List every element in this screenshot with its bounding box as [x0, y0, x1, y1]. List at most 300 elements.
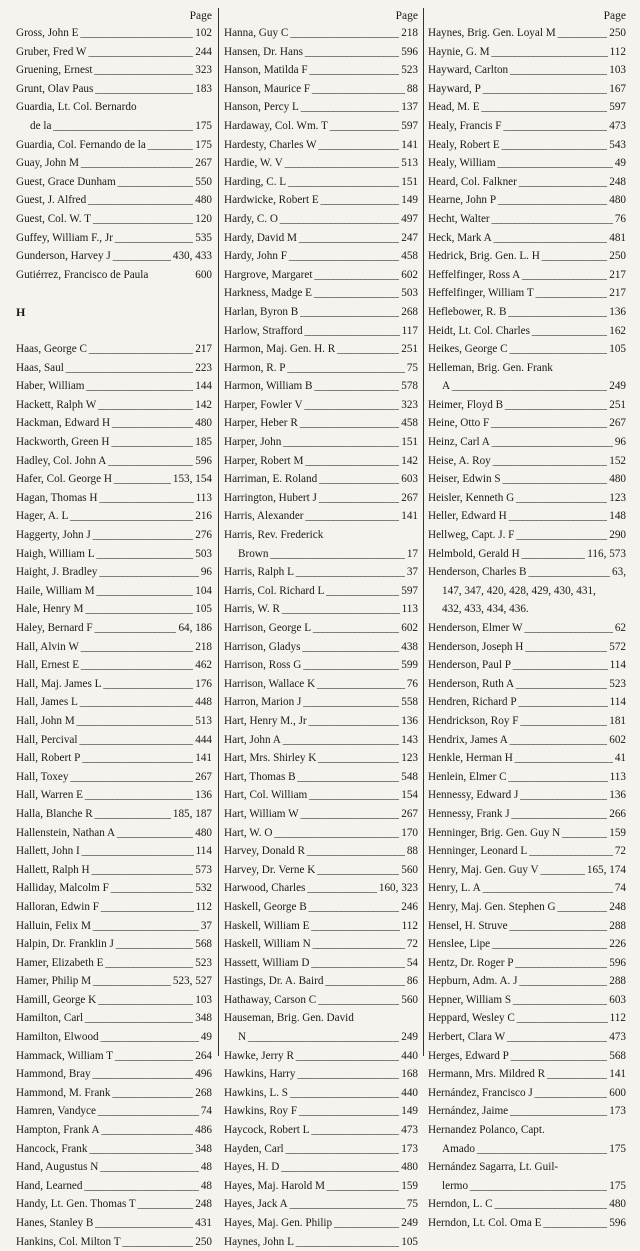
entry-page-number: 105	[401, 1235, 418, 1248]
entry-name: Haley, Bernard F _____	[16, 619, 176, 638]
entry-name: Hackett, Ralph W _____	[16, 396, 193, 415]
entry-page-number: 103	[609, 64, 626, 77]
index-entry	[224, 284, 418, 303]
entry-page-number: 288	[609, 975, 626, 988]
entry-page-number: 532	[195, 882, 212, 895]
entry-page-number: 480	[195, 417, 212, 430]
index-entry	[428, 266, 626, 285]
entry-page-number: 149	[401, 1105, 418, 1118]
entry-page-number: 112	[195, 900, 212, 913]
entry-name: Hallett, Ralph H _____	[16, 861, 193, 880]
index-entry	[16, 229, 212, 248]
entry-page-number: 248	[609, 175, 626, 188]
entry-page-number: 105	[609, 343, 626, 356]
index-entry	[224, 1140, 418, 1159]
entry-name: Hammack, William T _____	[16, 1047, 193, 1066]
entry-page-number: 458	[401, 250, 418, 263]
index-entry	[224, 154, 418, 173]
index-entry	[16, 452, 212, 471]
entry-name: Hennessy, Frank J _____	[428, 805, 607, 824]
index-entry	[16, 1140, 212, 1159]
index-entry	[16, 1065, 212, 1084]
entry-page-number: 496	[195, 1068, 212, 1081]
entry-page-number: 523	[401, 64, 418, 77]
index-entry	[224, 266, 418, 285]
entry-name: Hassett, William D _____	[224, 954, 405, 973]
entry-page-number: 535	[195, 231, 212, 244]
entry-name: Hernandez Polanco, Capt.	[428, 1124, 545, 1137]
entry-page-number: 288	[609, 919, 626, 932]
entry-page-number: 348	[195, 1142, 212, 1155]
index-entry	[16, 340, 212, 359]
index-entry	[16, 656, 212, 675]
entry-name: Henkle, Herman H _____	[428, 749, 613, 768]
entry-name: Grunt, Olav Paus _____	[16, 80, 193, 99]
index-entry	[428, 414, 626, 433]
index-entry	[224, 489, 418, 508]
entry-name: Hawke, Jerry R _____	[224, 1047, 399, 1066]
entry-page-number: 481	[609, 231, 626, 244]
entry-name: Heard, Col. Falkner _____	[428, 173, 607, 192]
entry-name: Harlan, Byron B _____	[224, 303, 399, 322]
index-entry	[428, 452, 626, 471]
index-entry	[16, 1177, 212, 1196]
entry-name: Haycock, Robert L _____	[224, 1121, 399, 1140]
index-entry	[428, 1158, 626, 1177]
entry-name: Haas, George C _____	[16, 340, 193, 359]
entry-page-number: 597	[401, 584, 418, 597]
index-entry	[428, 582, 626, 601]
entry-name: Hallett, John I _____	[16, 842, 194, 861]
entry-page-number: 136	[195, 789, 212, 802]
index-column-3	[428, 8, 626, 1233]
entry-name: Hall, Alvin W _____	[16, 638, 193, 657]
entry-page-number: 573	[195, 863, 212, 876]
index-entry	[224, 712, 418, 731]
entry-name: Healy, Francis F _____	[428, 117, 607, 136]
entry-page-number: 248	[195, 1198, 212, 1211]
entry-page-number: 117	[401, 324, 418, 337]
index-entry	[428, 656, 626, 675]
entry-page-number: 513	[195, 714, 212, 727]
entry-name: Harrison, George L _____	[224, 619, 399, 638]
entry-page-number: 558	[401, 696, 418, 709]
entry-name: Healy, Robert E _____	[428, 136, 607, 155]
entry-page-number: 248	[609, 900, 626, 913]
entry-name: Harrington, Hubert J _____	[224, 489, 399, 508]
index-entry	[224, 749, 418, 768]
index-entry	[224, 173, 418, 192]
entry-page-number: 116, 573	[587, 547, 626, 560]
entry-page-number: 596	[401, 45, 418, 58]
index-entry	[428, 954, 626, 973]
index-entry	[428, 935, 626, 954]
index-entry	[224, 786, 418, 805]
index-entry	[224, 1121, 418, 1140]
entry-name: Guest, J. Alfred _____	[16, 191, 193, 210]
entry-page-number: 267	[195, 157, 212, 170]
entry-name: Heflebower, R. B _____	[428, 303, 607, 322]
index-entry	[224, 396, 418, 415]
index-entry	[224, 1102, 418, 1121]
index-entry	[224, 1065, 418, 1084]
index-entry	[428, 1009, 626, 1028]
entry-name: Guardia, Lt. Col. Bernardo	[16, 101, 137, 114]
entry-page-number: 603	[609, 993, 626, 1006]
index-entry	[16, 43, 212, 62]
index-entry	[16, 1121, 212, 1140]
entry-page-number: 175	[195, 119, 212, 132]
entry-name: Harvey, Dr. Verne K _____	[224, 861, 399, 880]
entry-page-number: 480	[401, 1161, 418, 1174]
index-entry	[428, 898, 626, 917]
index-entry	[428, 377, 626, 396]
index-entry	[224, 545, 418, 564]
index-entry	[16, 731, 212, 750]
entry-name: Hayward, P _____	[428, 80, 607, 99]
entry-page-number: 72	[406, 938, 418, 951]
entry-page-number: 48	[200, 1161, 212, 1174]
entry-name: Hall, James L _____	[16, 693, 193, 712]
index-entry	[224, 1084, 418, 1103]
entry-page-number: 503	[195, 547, 212, 560]
entry-page-number: 264	[195, 1049, 212, 1062]
index-entry	[16, 489, 212, 508]
entry-name: Hamill, George K _____	[16, 991, 193, 1010]
index-entry	[224, 991, 418, 1010]
entry-page-number: 250	[195, 1235, 212, 1248]
entry-name: Guest, Col. W. T _____	[16, 210, 193, 229]
entry-page-number: 480	[609, 1198, 626, 1211]
entry-page-number: 112	[401, 919, 418, 932]
entry-name: Hanson, Matilda F _____	[224, 61, 399, 80]
entry-page-number: 175	[609, 1179, 626, 1192]
entry-name: Herges, Edward P _____	[428, 1047, 607, 1066]
index-entry	[16, 1233, 212, 1251]
entry-page-number: 244	[195, 45, 212, 58]
entry-page-number: 497	[401, 212, 418, 225]
index-entry	[16, 61, 212, 80]
entry-page-number: 144	[195, 380, 212, 393]
entry-page-number: 170	[401, 826, 418, 839]
entry-page-number: 431	[195, 1217, 212, 1229]
entry-name: Henderson, Joseph H _____	[428, 638, 607, 657]
entry-name: Gross, John E _____	[16, 24, 193, 43]
entry-name: Haas, Saul _____	[16, 359, 193, 378]
index-entry	[428, 879, 626, 898]
entry-page-number: 323	[401, 398, 418, 411]
entry-name: Hand, Augustus N _____	[16, 1158, 199, 1177]
entry-name: Hermann, Mrs. Mildred R _____	[428, 1065, 607, 1084]
entry-name: Hayward, Carlton _____	[428, 61, 607, 80]
index-entry	[428, 805, 626, 824]
index-entry	[428, 861, 626, 880]
entry-page-number: 543	[609, 138, 626, 151]
entry-name: Herndon, L. C _____	[428, 1195, 607, 1214]
entry-page-number: 486	[195, 1124, 212, 1137]
entry-page-number: 102	[195, 27, 212, 39]
entry-page-number: 217	[609, 287, 626, 300]
entry-name: Brown _____	[238, 545, 405, 564]
entry-page-number: 216	[195, 510, 212, 523]
entry-name: Harkness, Madge E _____	[224, 284, 399, 303]
entry-name: Hayes, Maj. Harold M _____	[224, 1177, 399, 1196]
index-entry	[224, 563, 418, 582]
entry-name: Amado _____	[442, 1140, 607, 1159]
index-entry	[224, 229, 418, 248]
entry-page-number: 175	[609, 1142, 626, 1155]
entry-name: Hall, Maj. James L _____	[16, 675, 193, 694]
index-entry	[16, 1102, 212, 1121]
index-entry	[16, 396, 212, 415]
entry-page-number: 568	[195, 938, 212, 951]
entry-name: Hart, Henry M., Jr _____	[224, 712, 399, 731]
index-entry	[428, 303, 626, 322]
entry-name: Hale, Henry M _____	[16, 600, 193, 619]
entry-name: Henry, Maj. Gen. Guy V _____	[428, 861, 585, 880]
entry-name: Hall, Robert P _____	[16, 749, 193, 768]
index-entry	[224, 1195, 418, 1214]
entry-page-number: 49	[200, 1031, 212, 1044]
entry-name: Harrison, Wallace K _____	[224, 675, 405, 694]
entry-page-number: 578	[401, 380, 418, 393]
index-entry	[224, 675, 418, 694]
entry-name	[16, 322, 212, 341]
entry-page-number: 290	[609, 529, 626, 542]
index-entry	[428, 768, 626, 787]
column-divider	[423, 8, 424, 1056]
entry-name: Harrison, Gladys _____	[224, 638, 399, 657]
entry-name: Heimer, Floyd B _____	[428, 396, 607, 415]
entry-name: Hawkins, L. S _____	[224, 1084, 399, 1103]
index-entry	[428, 80, 626, 99]
entry-name: Henry, Maj. Gen. Stephen G _____	[428, 898, 607, 917]
entry-page-number: 136	[401, 714, 418, 727]
entry-name: Hendren, Richard P _____	[428, 693, 608, 712]
index-entry	[16, 24, 212, 43]
entry-page-number: 148	[609, 510, 626, 523]
index-entry	[428, 991, 626, 1010]
entry-page-number: 48	[200, 1179, 212, 1192]
entry-page-number: 267	[609, 417, 626, 430]
index-entry	[224, 210, 418, 229]
index-entry	[428, 359, 626, 378]
entry-page-number: 143	[401, 733, 418, 746]
entry-page-number: 448	[195, 696, 212, 709]
entry-page-number: 185	[195, 436, 212, 449]
entry-page-number: 267	[401, 807, 418, 820]
entry-name: Head, M. E _____	[428, 98, 607, 117]
entry-name: Harper, Heber R _____	[224, 414, 399, 433]
entry-page-number: 37	[200, 919, 212, 932]
entry-page-number: 440	[401, 1049, 418, 1062]
entry-page-number: 503	[401, 287, 418, 300]
index-entry	[16, 80, 212, 99]
entry-name: Hart, John A _____	[224, 731, 399, 750]
index-entry	[16, 191, 212, 210]
entry-name: Hackman, Edward H _____	[16, 414, 193, 433]
index-entry	[16, 247, 212, 266]
entry-name: Helleman, Brig. Gen. Frank	[428, 361, 553, 374]
entry-name: Hamer, Philip M _____	[16, 972, 171, 991]
entry-name: Gruening, Ernest _____	[16, 61, 193, 80]
index-entry	[224, 24, 418, 43]
index-entry	[224, 954, 418, 973]
entry-page-number: 348	[195, 1012, 212, 1025]
entry-page-number: 63,	[612, 566, 626, 579]
entry-page-number: 249	[609, 380, 626, 393]
entry-page-number: 480	[195, 826, 212, 839]
entry-name: Hargrove, Margaret _____	[224, 266, 399, 285]
entry-name: Hecht, Walter _____	[428, 210, 613, 229]
entry-name: Henderson, Elmer W _____	[428, 619, 613, 638]
entry-name: Haynes, John L _____	[224, 1233, 399, 1251]
entry-name: lermo _____	[442, 1177, 607, 1196]
entry-page-number: 141	[609, 1068, 626, 1081]
entry-page-number: 266	[609, 807, 626, 820]
index-entry	[428, 526, 626, 545]
entry-page-number: 548	[401, 770, 418, 783]
entry-name: Heine, Otto F _____	[428, 414, 607, 433]
entry-page-number: 141	[195, 752, 212, 765]
entry-name: Hedrick, Brig. Gen. L. H _____	[428, 247, 607, 266]
index-entry	[16, 879, 212, 898]
entry-name: Harlow, Strafford _____	[224, 322, 400, 341]
entry-page-number: 462	[195, 659, 212, 672]
index-entry	[16, 173, 212, 192]
entry-name: Guay, John M _____	[16, 154, 193, 173]
entry-page-number: 159	[401, 1179, 418, 1192]
entry-name: Harding, C. L _____	[224, 173, 399, 192]
entry-name: Guest, Grace Dunham _____	[16, 173, 193, 192]
entry-page-number: 64, 186	[178, 622, 212, 634]
entry-name: Hancock, Frank _____	[16, 1140, 193, 1159]
entry-page-number: 597	[609, 101, 626, 114]
entry-name: Halla, Blanche R _____	[16, 805, 171, 824]
index-entry	[16, 1047, 212, 1066]
entry-page-number: 267	[401, 491, 418, 504]
index-entry	[224, 1047, 418, 1066]
index-entry	[428, 675, 626, 694]
index-entry	[224, 898, 418, 917]
index-entry	[428, 1065, 626, 1084]
index-entry	[16, 1009, 212, 1028]
entry-page-number: 113	[401, 603, 418, 616]
index-entry	[224, 619, 418, 638]
index-entry	[428, 619, 626, 638]
entry-name: Hart, William W _____	[224, 805, 399, 824]
index-entry	[428, 210, 626, 229]
entry-name: Herbert, Clara W _____	[428, 1028, 607, 1047]
index-entry	[224, 600, 418, 619]
entry-page-number: 72	[614, 845, 626, 858]
entry-name: Haynie, G. M _____	[428, 43, 608, 62]
entry-name: Harris, Col. Richard L _____	[224, 582, 399, 601]
entry-name: Harmon, Maj. Gen. H. R _____	[224, 340, 399, 359]
entry-page-number: 596	[609, 1217, 626, 1229]
entry-name: Hardaway, Col. Wm. T _____	[224, 117, 399, 136]
index-entry	[428, 1121, 626, 1140]
entry-page-number: 114	[609, 659, 626, 672]
entry-page-number: 602	[401, 622, 418, 634]
entry-name: Hepburn, Adm. A. J _____	[428, 972, 607, 991]
entry-name: Henninger, Brig. Gen. Guy N _____	[428, 824, 607, 843]
entry-name: Healy, William _____	[428, 154, 613, 173]
entry-page-number: 136	[609, 789, 626, 802]
index-entry	[428, 824, 626, 843]
entry-page-number: 76	[406, 677, 418, 690]
entry-name: Hernández, Jaime _____	[428, 1102, 607, 1121]
index-entry	[428, 173, 626, 192]
index-entry	[16, 693, 212, 712]
index-entry	[16, 1158, 212, 1177]
index-entry	[428, 396, 626, 415]
entry-name: Handy, Lt. Gen. Thomas T _____	[16, 1195, 193, 1214]
index-entry	[428, 24, 626, 43]
entry-name: Haight, J. Bradley _____	[16, 563, 199, 582]
entry-name: Heiser, Edwin S _____	[428, 470, 607, 489]
index-entry	[16, 563, 212, 582]
entry-name: Heffelfinger, Ross A _____	[428, 266, 607, 285]
index-entry	[224, 191, 418, 210]
entry-name: Hardy, David M _____	[224, 229, 399, 248]
entry-name: Halliday, Malcolm F _____	[16, 879, 193, 898]
entry-name: Hearne, John P _____	[428, 191, 607, 210]
entry-page-number: 473	[609, 1031, 626, 1044]
entry-page-number: 62	[614, 622, 626, 634]
entry-page-number: 105	[195, 603, 212, 616]
index-entry	[16, 638, 212, 657]
index-entry	[224, 80, 418, 99]
entry-page-number: 276	[195, 529, 212, 542]
index-entry	[16, 117, 212, 136]
entry-name: Hennessy, Edward J _____	[428, 786, 607, 805]
entry-name: Hendrix, James A _____	[428, 731, 607, 750]
entry-name: Hernández Sagarra, Lt. Guil-	[428, 1161, 559, 1174]
index-entry	[224, 1233, 418, 1251]
index-entry	[16, 991, 212, 1010]
entry-name: Hackworth, Green H _____	[16, 433, 193, 452]
index-entry	[428, 972, 626, 991]
index-entry	[224, 117, 418, 136]
entry-page-number: 104	[195, 584, 212, 597]
entry-name: Harriman, E. Roland _____	[224, 470, 399, 489]
entry-page-number: 153, 154	[172, 473, 212, 486]
index-column-2	[224, 8, 418, 1251]
index-entry	[224, 526, 418, 545]
entry-name: Heise, A. Roy _____	[428, 452, 607, 471]
index-entry	[224, 638, 418, 657]
entry-page-number: 458	[401, 417, 418, 430]
index-entry	[16, 266, 212, 285]
entry-page-number: 268	[195, 1086, 212, 1099]
entry-page-number: 600	[609, 1086, 626, 1099]
index-entry	[428, 229, 626, 248]
index-entry	[428, 1195, 626, 1214]
index-entry	[16, 470, 212, 489]
entry-name: Hellweg, Capt. J. F _____	[428, 526, 607, 545]
entry-page-number: 175	[195, 138, 212, 151]
entry-name: Hampton, Frank A _____	[16, 1121, 193, 1140]
entry-name: Helmbold, Gerald H _____	[428, 545, 585, 564]
index-entry	[224, 377, 418, 396]
index-entry	[16, 898, 212, 917]
entry-page-number: 112	[609, 1012, 626, 1025]
entry-name: Hart, Thomas B _____	[224, 768, 399, 787]
entry-page-number: 251	[609, 398, 626, 411]
index-entry	[224, 1177, 418, 1196]
entry-name: Harper, Fowler V _____	[224, 396, 399, 415]
